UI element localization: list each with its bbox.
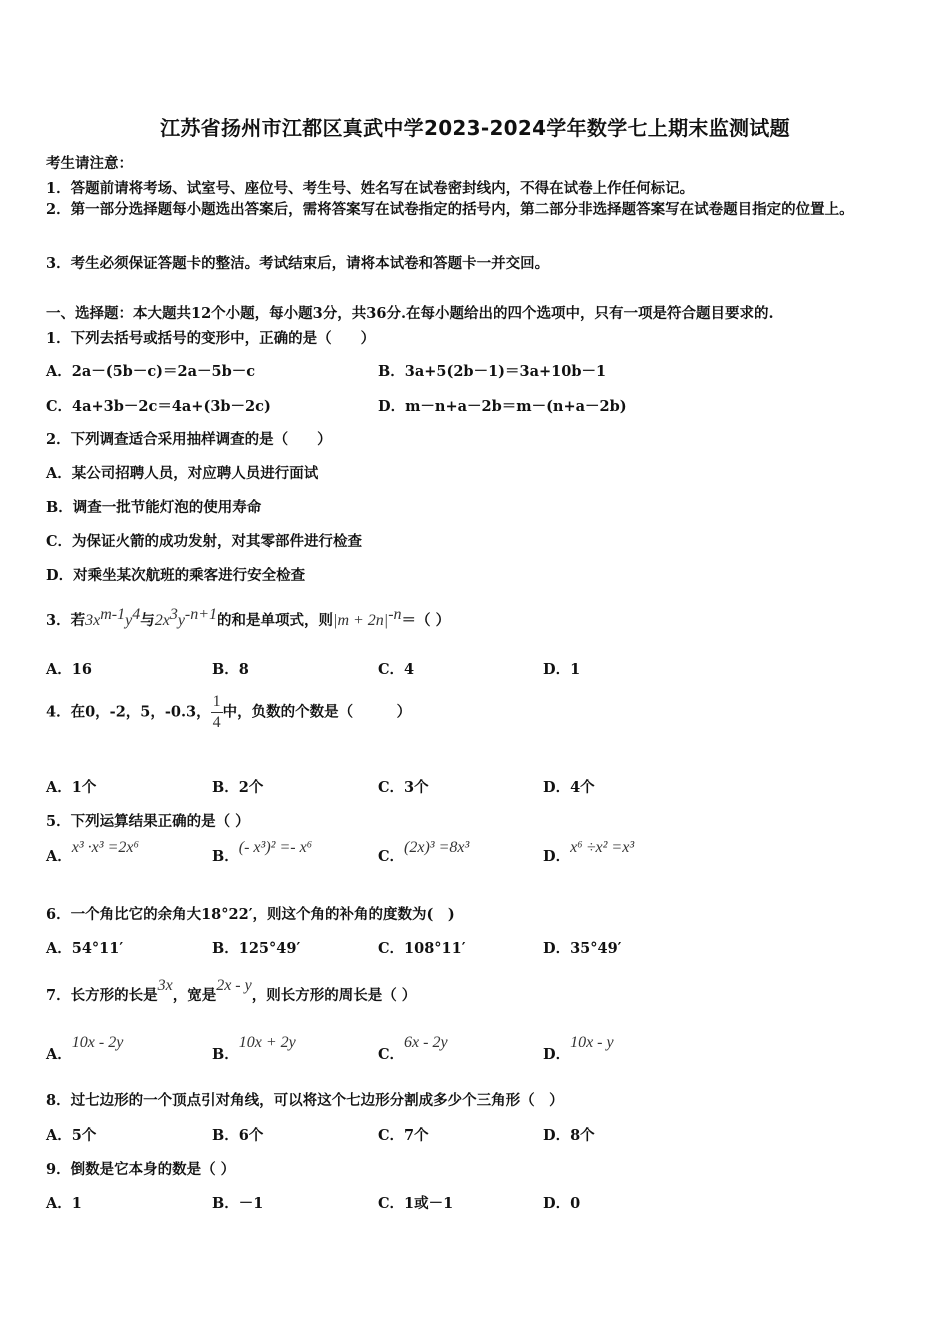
option-c: C．4a+3b－2c＝4a+(3b－2c) xyxy=(46,398,271,415)
option-label: B． xyxy=(212,1046,239,1063)
option-a: A．16 xyxy=(46,661,92,678)
stem-text: ，宽是 xyxy=(172,987,217,1004)
option-math: x⁶ ÷x² =x³ xyxy=(570,839,635,856)
option-a: A．2a－(5b－c)＝2a－5b－c xyxy=(46,363,256,380)
option-label: A． xyxy=(46,1046,72,1063)
math-exponent: 3 xyxy=(169,606,178,623)
option-label: C． xyxy=(378,848,405,865)
math-term: 3x xyxy=(157,977,173,994)
notice-item: 3．考生必须保证答题卡的整洁。考试结束后，请将本试卷和答题卡一并交回。 xyxy=(46,255,550,272)
math-term: y xyxy=(125,611,133,629)
option-d: D．8个 xyxy=(543,1127,595,1144)
option-b: B．3a+5(2b－1)＝3a+10b－1 xyxy=(378,363,607,380)
option-label: D． xyxy=(543,848,571,865)
stem-text: ，则长方形的周长是（ ） xyxy=(251,987,417,1004)
option-c: C．7个 xyxy=(378,1127,429,1144)
question-stem: 5．下列运算结果正确的是（ ） xyxy=(46,813,250,830)
stem-text: ＝（ ） xyxy=(401,611,451,629)
option-math: 10x + 2y xyxy=(238,1034,296,1051)
fraction-numerator: 1 xyxy=(211,692,223,713)
option-a xyxy=(46,839,140,866)
option-b: B．8 xyxy=(212,661,249,678)
option-d xyxy=(543,839,635,866)
question-stem xyxy=(46,977,417,1005)
option-c: C．3个 xyxy=(378,779,429,796)
option-b: B．6个 xyxy=(212,1127,264,1144)
question-stem: 2．下列调查适合采用抽样调查的是（ ） xyxy=(46,431,332,448)
stem-text: 中，负数的个数是（ ） xyxy=(222,703,412,721)
option-b: B．2个 xyxy=(212,779,264,796)
fraction-denominator: 4 xyxy=(212,714,221,731)
math-exponent: 4 xyxy=(132,606,141,623)
option-c: C．为保证火箭的成功发射，对其零部件进行检查 xyxy=(46,533,363,550)
option-math: (- x³)² =- x⁶ xyxy=(238,839,313,856)
option-math: (2x)³ =8x³ xyxy=(404,839,470,856)
fraction xyxy=(211,692,223,733)
option-a: A．某公司招聘人员，对应聘人员进行面试 xyxy=(46,465,319,482)
option-b xyxy=(212,1034,296,1064)
option-label: D． xyxy=(543,1046,571,1063)
option-c: C．1或－1 xyxy=(378,1195,454,1212)
option-c xyxy=(378,1034,448,1064)
option-math: 10x - 2y xyxy=(71,1034,124,1051)
question-stem: 1．下列去括号或括号的变形中，正确的是（ ） xyxy=(46,330,376,347)
option-c: C．4 xyxy=(378,661,415,678)
stem-text: 4．在0，-2，5，-0.3， xyxy=(46,703,211,721)
stem-text: 7．长方形的长是 xyxy=(46,987,158,1004)
math-term: 3x xyxy=(85,611,101,629)
option-b xyxy=(212,839,313,866)
option-d: D．对乘坐某次航班的乘客进行安全检查 xyxy=(46,567,306,584)
question-stem xyxy=(46,692,411,733)
option-d: D．4个 xyxy=(543,779,595,796)
question-stem: 6．一个角比它的余角大18°22′，则这个角的补角的度数为( ) xyxy=(46,906,455,923)
option-d xyxy=(543,1034,614,1064)
option-c xyxy=(378,839,470,866)
option-math: x³ ·x³ =2x⁶ xyxy=(71,839,140,856)
math-exponent: -n+1 xyxy=(184,606,218,623)
option-d: D．1 xyxy=(543,661,581,678)
question-stem: 8．过七边形的一个顶点引对角线，可以将这个七边形分割成多少个三角形（ ） xyxy=(46,1092,564,1109)
option-a: A．1 xyxy=(46,1195,82,1212)
notice-item: 2．第一部分选择题每小题选出答案后，需将答案写在试卷指定的括号内，第二部分非选择题答案写在试卷题目指定的位置上。 xyxy=(46,201,854,218)
option-d: D．m－n+a－2b＝m－(n+a－2b) xyxy=(378,398,627,415)
option-label: A． xyxy=(46,848,72,865)
option-a: A．5个 xyxy=(46,1127,97,1144)
option-label: B． xyxy=(212,848,239,865)
option-b: B．－1 xyxy=(212,1195,264,1212)
math-abs: |m + 2n| xyxy=(333,611,389,629)
math-exponent: m-1 xyxy=(100,606,126,623)
question-stem xyxy=(46,606,450,630)
option-d: D．35°49′ xyxy=(543,940,622,957)
option-a xyxy=(46,1034,124,1064)
option-math: 6x - 2y xyxy=(404,1034,448,1051)
question-stem: 9．倒数是它本身的数是（ ） xyxy=(46,1161,236,1178)
stem-text: 3．若 xyxy=(46,611,86,629)
section-heading: 一、选择题：本大题共12个小题，每小题3分，共36分.在每小题给出的四个选项中，只有一项是符合题目要求的. xyxy=(46,305,774,322)
option-math: 10x - y xyxy=(570,1034,614,1051)
stem-text: 与 xyxy=(140,611,155,629)
notice-heading: 考生请注意： xyxy=(46,155,133,172)
option-d: D．0 xyxy=(543,1195,581,1212)
stem-text: 的和是单项式，则 xyxy=(217,611,334,629)
math-term: 2x - y xyxy=(216,977,252,994)
math-term: 2x xyxy=(154,611,170,629)
math-exponent: -n xyxy=(388,606,402,623)
math-term: y xyxy=(177,611,185,629)
option-a: A．54°11′ xyxy=(46,940,124,957)
option-b: B．125°49′ xyxy=(212,940,301,957)
option-b: B．调查一批节能灯泡的使用寿命 xyxy=(46,499,262,516)
page-title: 江苏省扬州市江都区真武中学2023-2024学年数学七上期末监测试题 xyxy=(160,116,790,140)
option-label: C． xyxy=(378,1046,405,1063)
option-c: C．108°11′ xyxy=(378,940,466,957)
option-a: A．1个 xyxy=(46,779,97,796)
notice-item: 1．答题前请将考场、试室号、座位号、考生号、姓名写在试卷密封线内，不得在试卷上作任何标记。 xyxy=(46,180,695,197)
